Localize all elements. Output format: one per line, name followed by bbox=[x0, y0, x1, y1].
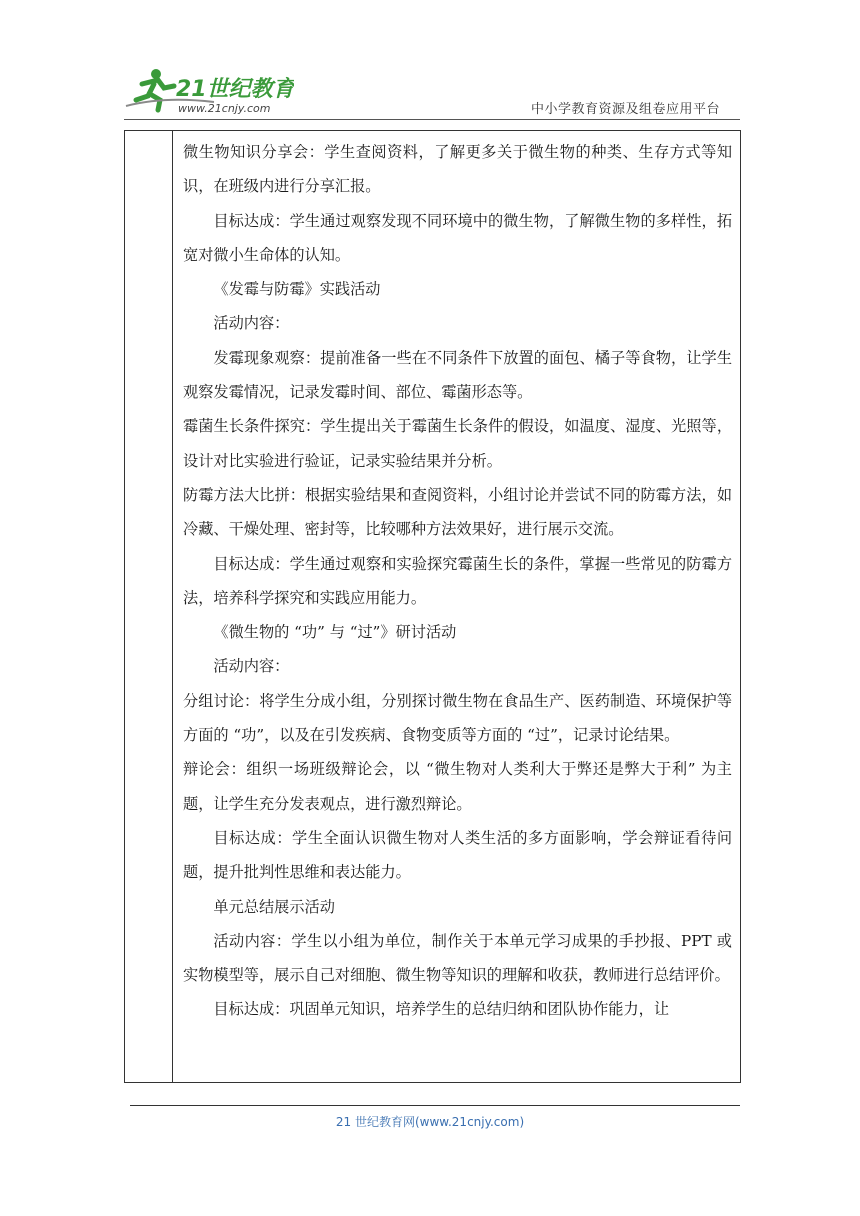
lesson-table bbox=[124, 130, 741, 1083]
table-left-column bbox=[125, 131, 173, 1082]
runner-logo-icon bbox=[124, 66, 294, 116]
logo-url: www.21cnjy.com bbox=[178, 102, 271, 115]
content-paragraph: 发霉现象观察：提前准备一些在不同条件下放置的面包、橘子等食物，让学生观察发霉情况，记录发霉时间、部位、霉菌形态等。 bbox=[183, 348, 732, 402]
logo-text: 21世纪教育 bbox=[176, 77, 294, 102]
content-paragraph: 分组讨论：将学生分成小组，分别探讨微生物在食品生产、医药制造、环境保护等方面的 “功”，以及在引发疾病、食物变质等方面的 “过”，记录讨论结果。 bbox=[183, 691, 732, 745]
content-paragraph: 辩论会：组织一场班级辩论会，以 “微生物对人类利大于弊还是弊大于利” 为主题，让学生充分发表观点，进行激烈辩论。 bbox=[183, 760, 732, 813]
content-paragraph: 单元总结展示活动 bbox=[213, 897, 335, 916]
content-paragraph: 霉菌生长条件探究：学生提出关于霉菌生长条件的假设，如温度、湿度、光照等，设计对比实验进行验证，记录实验结果并分析。 bbox=[183, 417, 732, 470]
content-paragraph: 目标达成：学生通过观察发现不同环境中的微生物，了解微生物的多样性，拓宽对微小生命体的认知。 bbox=[183, 211, 732, 264]
header-divider bbox=[124, 119, 740, 120]
content-paragraph: 目标达成：学生全面认识微生物对人类生活的多方面影响，学会辩证看待问题，提升批判性思维和表达能力。 bbox=[183, 828, 732, 882]
footer-divider bbox=[130, 1105, 740, 1106]
content-paragraph: 目标达成：学生通过观察和实验探究霉菌生长的条件，掌握一些常见的防霉方法，培养科学探究和实践应用能力。 bbox=[183, 554, 732, 607]
table-content-cell bbox=[174, 131, 740, 1082]
content-paragraph: 《微生物的 “功” 与 “过”》研讨活动 bbox=[213, 623, 457, 642]
content-paragraph: 活动内容： bbox=[213, 657, 290, 676]
content-paragraph: 活动内容： bbox=[213, 314, 290, 333]
content-paragraph: 目标达成：巩固单元知识，培养学生的总结归纳和团队协作能力，让 bbox=[213, 1000, 670, 1019]
site-logo bbox=[124, 66, 294, 116]
content-paragraph: 活动内容：学生以小组为单位，制作关于本单元学习成果的手抄报、PPT 或实物模型等，展示自己对细胞、微生物等知识的理解和收获，教师进行总结评价。 bbox=[183, 931, 732, 985]
footer-link[interactable]: 21 世纪教育网(www.21cnjy.com) bbox=[335, 1115, 525, 1129]
header-platform-title: 中小学教育资源及组卷应用平台 bbox=[530, 102, 720, 117]
content-paragraph: 《发霉与防霉》实践活动 bbox=[213, 280, 381, 299]
content-paragraph: 防霉方法大比拼：根据实验结果和查阅资料，小组讨论并尝试不同的防霉方法，如冷藏、干燥处理、密封等，比较哪种方法效果好，进行展示交流。 bbox=[183, 485, 732, 539]
content-paragraph: 微生物知识分享会：学生查阅资料，了解更多关于微生物的种类、生存方式等知识，在班级内进行分享汇报。 bbox=[183, 143, 732, 196]
